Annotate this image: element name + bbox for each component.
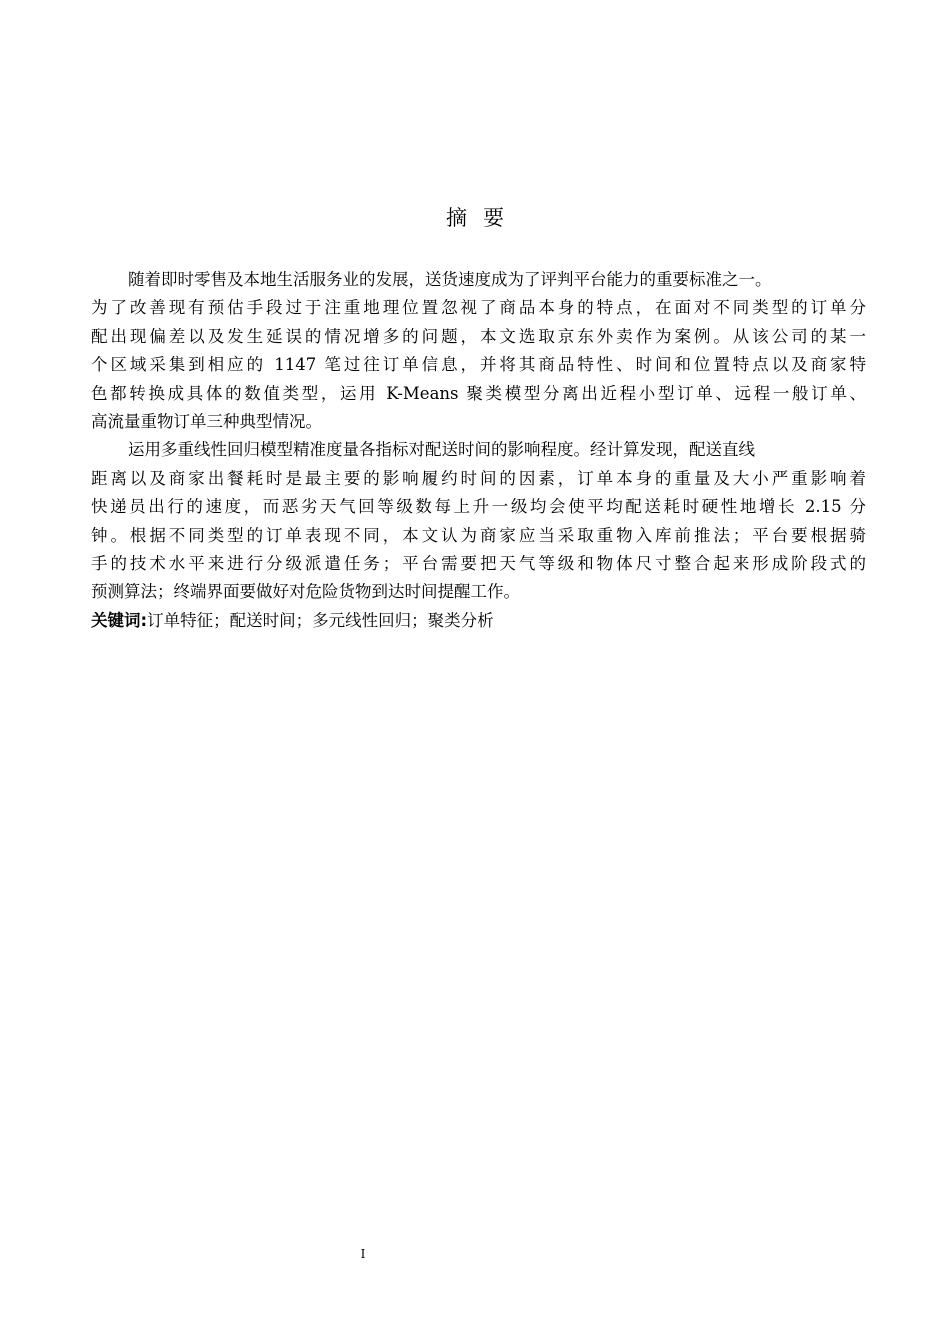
keywords-value: 订单特征；配送时间；多元线性回归；聚类分析 xyxy=(147,610,494,630)
paragraph-1-line-5: 色都转换成具体的数值类型，运用 K-Means 聚类模型分离出近程小型订单、远程一般订单、 xyxy=(91,383,866,403)
paragraph-2-line-5: 手的技术水平来进行分级派遣任务；平台需要把天气等级和物体尺寸整合起来形成阶段式的 xyxy=(91,553,866,573)
abstract-title: 摘要 xyxy=(446,206,520,230)
paragraph-1-line-2: 为了改善现有预估手段过于注重地理位置忽视了商品本身的特点，在面对不同类型的订单分 xyxy=(91,298,866,318)
paragraph-2-line-3: 快递员出行的速度，而恶劣天气回等级数每上升一级均会使平均配送耗时硬性地增长 2.15 分 xyxy=(91,497,866,517)
keywords-line xyxy=(91,607,866,635)
paragraph-1-line-1: 随着即时零售及本地生活服务业的发展，送货速度成为了评判平台能力的重要标准之一。 xyxy=(128,270,772,289)
keywords-label: 关键词: xyxy=(91,610,148,630)
page-number: I xyxy=(360,1247,366,1261)
paragraph-2-line-6: 预测算法；终端界面要做好对危险货物到达时间提醒工作。 xyxy=(91,582,520,602)
abstract-body xyxy=(91,266,866,635)
paragraph-2-line-2: 距离以及商家出餐耗时是最主要的影响履约时间的因素，订单本身的重量及大小严重影响着 xyxy=(91,468,866,488)
paragraph-1-line-6: 高流量重物订单三种典型情况。 xyxy=(91,411,322,431)
paragraph-1-line-4: 个区域采集到相应的 1147 笔过往订单信息，并将其商品特性、时间和位置特点以及商家特 xyxy=(91,355,866,375)
paragraph-2-line-4: 钟。根据不同类型的订单表现不同，本文认为商家应当采取重物入库前推法；平台要根据骑 xyxy=(91,525,866,545)
paragraph-2-line-1: 运用多重线性回归模型精准度量各指标对配送时间的影响程度。经计算发现，配送直线 xyxy=(128,440,755,460)
paragraph-1-line-3: 配出现偏差以及发生延误的情况增多的问题，本文选取京东外卖作为案例。从该公司的某一 xyxy=(91,326,866,346)
